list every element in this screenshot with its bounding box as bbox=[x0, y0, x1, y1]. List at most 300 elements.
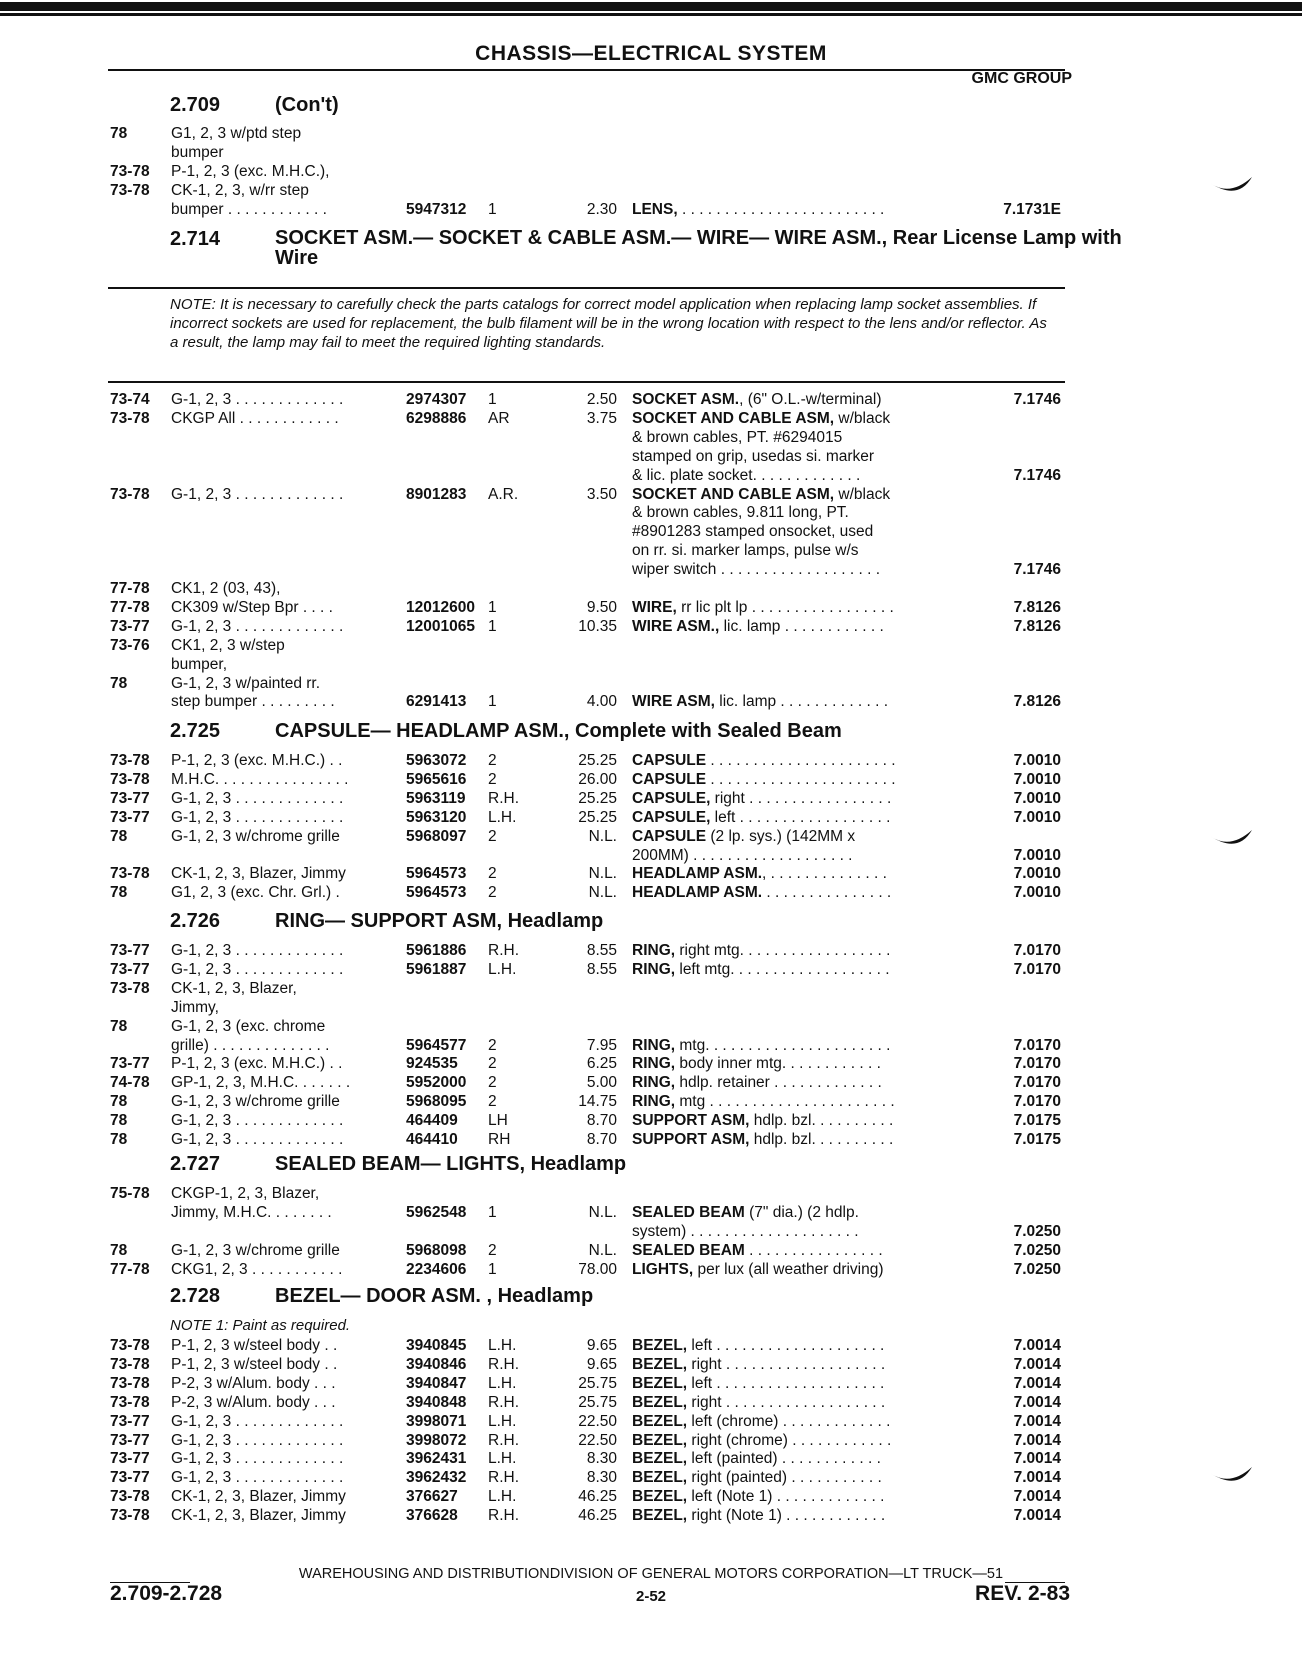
description-detail: . . . . . . . . . . . . . . . . . . . . . . bbox=[706, 752, 896, 769]
model-year: 73-78 bbox=[110, 485, 150, 503]
description-detail: mtg . . . . . . . . . . . . . . . . . . . . . . bbox=[675, 1093, 895, 1111]
application: G-1, 2, 3 (exc. chrome bbox=[171, 1017, 326, 1035]
part-number: 3998071 bbox=[406, 1412, 467, 1430]
description-detail: wiper switch . . . . . . . . . . . . . . . . . . . bbox=[632, 561, 881, 579]
description-name: CAPSULE bbox=[632, 770, 707, 788]
description-detail: 200MM) . . . . . . . . . . . . . . . . . . . bbox=[632, 846, 853, 864]
application: CK1, 2, 3 w/step bbox=[171, 636, 285, 654]
description-detail: hdlp. bzl. . . . . . . . . . bbox=[749, 1131, 894, 1148]
description-detail: . . . . . . . . . . . . . . . . . . . . . . . . bbox=[677, 200, 885, 218]
quantity: 1 bbox=[488, 617, 497, 635]
application: GP-1, 2, 3, M.H.C. . . . . . . bbox=[171, 1074, 351, 1092]
quantity: 2 bbox=[488, 827, 497, 845]
description-detail: left (Note 1) . . . . . . . . . . . . . bbox=[687, 1488, 885, 1506]
application: CKGP-1, 2, 3, Blazer, bbox=[171, 1185, 320, 1202]
model-year: 73-78 bbox=[110, 409, 150, 427]
model-year: 73-77 bbox=[110, 808, 150, 826]
quantity: R.H. bbox=[488, 1507, 519, 1525]
part-number: 3940846 bbox=[406, 1355, 467, 1373]
model-year: 73-77 bbox=[110, 1055, 150, 1073]
description bbox=[632, 1036, 950, 1055]
description-name: SEALED BEAM bbox=[632, 1203, 745, 1221]
model-year: 73-78 bbox=[110, 1337, 150, 1354]
description bbox=[632, 751, 950, 770]
model-year: 73-76 bbox=[110, 636, 150, 654]
group-code: 7.0010 bbox=[1013, 865, 1061, 883]
description-name: RING, bbox=[632, 1074, 676, 1092]
part-number: 2234606 bbox=[406, 1260, 467, 1278]
price: N.L. bbox=[588, 827, 617, 845]
price: 8.55 bbox=[586, 942, 617, 959]
application: G-1, 2, 3 . . . . . . . . . . . . . bbox=[171, 1131, 344, 1148]
description bbox=[632, 1506, 950, 1525]
group-code: 7.8126 bbox=[1013, 693, 1061, 711]
description-name: BEZEL, bbox=[632, 1488, 688, 1506]
quantity: 2 bbox=[488, 865, 497, 883]
description-detail: . . . . . . . . . . . . . . . . bbox=[744, 1241, 883, 1259]
application: G-1, 2, 3 w/chrome grille bbox=[171, 1093, 340, 1111]
application: P-1, 2, 3 (exc. M.H.C.) . . bbox=[171, 1055, 343, 1073]
group-code: 7.0014 bbox=[1013, 1431, 1061, 1449]
description-name: SUPPORT ASM, bbox=[632, 1112, 750, 1130]
group-label: GMC GROUP bbox=[971, 70, 1072, 87]
price: N.L. bbox=[588, 1203, 617, 1221]
model-year: 77-78 bbox=[110, 1260, 150, 1278]
model-year: 78 bbox=[110, 125, 128, 142]
quantity: 2 bbox=[488, 1036, 497, 1054]
quantity: 1 bbox=[488, 1203, 497, 1221]
part-number: 5968097 bbox=[406, 827, 467, 845]
description bbox=[632, 883, 950, 902]
application: CKG1, 2, 3 . . . . . . . . . . . bbox=[171, 1260, 343, 1278]
model-year: 73-77 bbox=[110, 1431, 150, 1449]
description bbox=[632, 447, 950, 466]
description-name: BEZEL, bbox=[632, 1469, 688, 1487]
group-code: 7.0014 bbox=[1013, 1469, 1061, 1487]
model-year: 73-78 bbox=[110, 1488, 150, 1506]
application: grille) . . . . . . . . . . . . . . bbox=[171, 1036, 330, 1054]
part-number: 924535 bbox=[406, 1055, 458, 1073]
group-code: 7.0014 bbox=[1013, 1337, 1061, 1354]
description bbox=[632, 466, 950, 485]
description-name: LIGHTS, bbox=[632, 1260, 694, 1278]
group-code: 7.8126 bbox=[1013, 598, 1061, 616]
description-name: BEZEL, bbox=[632, 1355, 688, 1373]
group-code: 7.0170 bbox=[1013, 960, 1061, 978]
group-code: 7.1746 bbox=[1013, 466, 1061, 484]
price: 6.25 bbox=[586, 1055, 617, 1073]
application: Jimmy, bbox=[171, 998, 219, 1016]
model-year: 73-74 bbox=[110, 391, 150, 408]
description-name: SEALED BEAM bbox=[632, 1241, 745, 1259]
group-code: 7.0010 bbox=[1013, 808, 1061, 826]
application: G-1, 2, 3 . . . . . . . . . . . . . bbox=[171, 789, 344, 807]
quantity: R.H. bbox=[488, 1431, 519, 1449]
description-name: SOCKET AND CABLE ASM, bbox=[632, 485, 835, 503]
part-number: 12001065 bbox=[406, 617, 475, 635]
section-2709-heading bbox=[170, 94, 339, 117]
description bbox=[632, 789, 950, 808]
description-detail: . . . . . . . . . . . . . . . bbox=[762, 884, 892, 902]
description-name: RING, bbox=[632, 960, 676, 978]
price: 4.00 bbox=[586, 693, 617, 711]
section-number: 2.728 bbox=[170, 1285, 221, 1307]
quantity: 1 bbox=[488, 598, 497, 616]
price: N.L. bbox=[588, 1241, 617, 1259]
description-detail: left mtg. . . . . . . . . . . . . . . . . . . bbox=[675, 960, 890, 978]
description bbox=[632, 598, 950, 617]
quantity: RH bbox=[488, 1131, 511, 1148]
description-name: CAPSULE, bbox=[632, 808, 711, 826]
section-title: RING— SUPPORT ASM, Headlamp bbox=[275, 910, 604, 932]
description bbox=[632, 1260, 950, 1279]
group-code: 7.0014 bbox=[1013, 1374, 1061, 1392]
page-title: CHASSIS—ELECTRICAL SYSTEM bbox=[475, 42, 827, 65]
description bbox=[632, 503, 950, 522]
description-detail: (7" dia.) (2 hdlp. bbox=[744, 1203, 859, 1221]
section-title: CAPSULE— HEADLAMP ASM., Complete with Sealed Beam bbox=[275, 720, 842, 742]
description bbox=[632, 428, 950, 447]
description-detail: left . . . . . . . . . . . . . . . . . . . . bbox=[687, 1337, 885, 1354]
description-detail: right (Note 1) . . . . . . . . . . . . bbox=[687, 1507, 886, 1525]
group-code: 7.0175 bbox=[1013, 1112, 1061, 1130]
model-year: 73-78 bbox=[110, 979, 150, 997]
description-name: CAPSULE, bbox=[632, 789, 711, 807]
price: 25.75 bbox=[578, 1374, 617, 1392]
description-name: SOCKET AND CABLE ASM, bbox=[632, 409, 835, 427]
application: G-1, 2, 3 . . . . . . . . . . . . . bbox=[171, 485, 344, 503]
model-year: 73-78 bbox=[110, 865, 150, 883]
section-2714-heading bbox=[170, 228, 1125, 268]
description bbox=[632, 522, 950, 541]
note-top-rule bbox=[108, 287, 1065, 289]
section-number: 2.727 bbox=[170, 1153, 221, 1175]
quantity: 1 bbox=[488, 200, 497, 218]
application: step bumper . . . . . . . . . bbox=[171, 693, 335, 711]
group-code: 7.0014 bbox=[1013, 1450, 1061, 1468]
model-year: 78 bbox=[110, 674, 128, 692]
price: 25.25 bbox=[578, 808, 617, 826]
description bbox=[632, 1054, 950, 1073]
description-detail: & brown cables, 9.811 long, PT. bbox=[632, 504, 849, 522]
group-code: 7.1731E bbox=[1003, 200, 1061, 218]
quantity: R.H. bbox=[488, 942, 519, 959]
description bbox=[632, 1241, 950, 1260]
description-detail: right . . . . . . . . . . . . . . . . . bbox=[710, 789, 892, 807]
application: Jimmy, M.H.C. . . . . . . . bbox=[171, 1203, 332, 1221]
model-year: 73-78 bbox=[110, 752, 150, 769]
model-year: 73-78 bbox=[110, 770, 150, 788]
description-detail: system) . . . . . . . . . . . . . . . . . . . . bbox=[632, 1222, 859, 1240]
model-year: 77-78 bbox=[110, 598, 150, 616]
section-number: 2.725 bbox=[170, 720, 221, 742]
top-border bbox=[0, 2, 1302, 18]
description-name: BEZEL, bbox=[632, 1507, 688, 1525]
description-detail: right (chrome) . . . . . . . . . . . . bbox=[687, 1431, 892, 1449]
description bbox=[632, 827, 950, 846]
application: P-1, 2, 3 (exc. M.H.C.), bbox=[171, 162, 330, 180]
application: CKGP All . . . . . . . . . . . . bbox=[171, 409, 339, 427]
quantity: R.H. bbox=[488, 789, 519, 807]
quantity: L.H. bbox=[488, 1374, 517, 1392]
section-2726-heading bbox=[170, 910, 603, 933]
application: bumper . . . . . . . . . . . . bbox=[171, 200, 327, 218]
description bbox=[632, 1111, 950, 1130]
price: 2.30 bbox=[586, 200, 617, 218]
group-code: 7.0010 bbox=[1013, 846, 1061, 864]
part-number: 376628 bbox=[406, 1507, 458, 1525]
description-detail: right . . . . . . . . . . . . . . . . . . . bbox=[687, 1355, 886, 1373]
description bbox=[632, 1374, 950, 1393]
group-code: 7.1746 bbox=[1013, 561, 1061, 579]
part-number: 5952000 bbox=[406, 1074, 467, 1092]
application: CK-1, 2, 3, Blazer, Jimmy bbox=[171, 1507, 346, 1525]
price: 7.95 bbox=[586, 1036, 617, 1054]
part-number: 5963120 bbox=[406, 808, 467, 826]
quantity: 2 bbox=[488, 884, 497, 902]
description-detail: body inner mtg. . . . . . . . . . . . bbox=[675, 1055, 881, 1073]
description-detail: left . . . . . . . . . . . . . . . . . . bbox=[710, 808, 891, 826]
note-text: NOTE: It is necessary to carefully check the parts catalogs for correct model application when replacing lamp socket assemblies. If incorrect sockets are used for replacement, the bulb filament will be in the wrong location with respect to the lens and/or reflector. As a result, the lamp may fail to meet the required lighting standards. bbox=[170, 296, 1047, 351]
group-code: 7.0010 bbox=[1013, 752, 1061, 769]
model-year: 74-78 bbox=[110, 1074, 150, 1092]
quantity: AR bbox=[488, 409, 510, 427]
quantity: R.H. bbox=[488, 1469, 519, 1487]
quantity: L.H. bbox=[488, 1412, 517, 1430]
section-title: (Con't) bbox=[275, 94, 339, 116]
application: G-1, 2, 3 . . . . . . . . . . . . . bbox=[171, 808, 344, 826]
description bbox=[632, 200, 950, 219]
group-code: 7.0250 bbox=[1013, 1222, 1061, 1240]
group-code: 7.0014 bbox=[1013, 1412, 1061, 1430]
model-year: 78 bbox=[110, 1017, 128, 1035]
description bbox=[632, 692, 950, 711]
model-year: 73-77 bbox=[110, 1412, 150, 1430]
description bbox=[632, 1355, 950, 1374]
section-title: SOCKET ASM.— SOCKET & CABLE ASM.— WIRE— WIRE ASM., Rear License Lamp with Wire bbox=[275, 227, 1122, 269]
model-year: 73-78 bbox=[110, 1374, 150, 1392]
description-detail: mtg. . . . . . . . . . . . . . . . . . . . . . bbox=[675, 1036, 891, 1054]
description bbox=[632, 808, 950, 827]
description bbox=[632, 1336, 950, 1355]
description bbox=[632, 1073, 950, 1092]
part-number: 5963072 bbox=[406, 752, 467, 769]
model-year: 73-77 bbox=[110, 789, 150, 807]
price: 78.00 bbox=[578, 1260, 617, 1278]
group-code: 7.0170 bbox=[1013, 1093, 1061, 1111]
description bbox=[632, 390, 950, 409]
application: G-1, 2, 3 . . . . . . . . . . . . . bbox=[171, 1431, 344, 1449]
part-number: 376627 bbox=[406, 1488, 458, 1506]
application: CK309 w/Step Bpr . . . . bbox=[171, 598, 333, 616]
description bbox=[632, 560, 950, 579]
quantity: LH bbox=[488, 1112, 508, 1130]
note-1-text: NOTE 1: Paint as required. bbox=[170, 1317, 351, 1334]
description-detail: . . . . . . . . . . . . . . . . . . . . . . bbox=[706, 770, 896, 788]
description-name: RING, bbox=[632, 1093, 676, 1111]
price: 2.50 bbox=[586, 391, 617, 408]
footer-division: WAREHOUSING AND DISTRIBUTIONDIVISION OF GENERAL MOTORS CORPORATION—LT TRUCK—51 bbox=[298, 1566, 1004, 1582]
model-year: 78 bbox=[110, 1112, 128, 1130]
part-number: 3962432 bbox=[406, 1469, 467, 1487]
price: 8.55 bbox=[586, 960, 617, 978]
description bbox=[632, 1130, 950, 1149]
description bbox=[632, 1393, 950, 1412]
part-number: 2974307 bbox=[406, 391, 467, 408]
description-name: BEZEL, bbox=[632, 1393, 688, 1411]
part-number: 5947312 bbox=[406, 200, 467, 218]
part-number: 12012600 bbox=[406, 598, 475, 616]
model-year: 73-78 bbox=[110, 181, 150, 199]
part-number: 5961886 bbox=[406, 942, 467, 959]
price: 8.30 bbox=[586, 1450, 617, 1468]
group-code: 7.0014 bbox=[1013, 1393, 1061, 1411]
part-number: 6298886 bbox=[406, 409, 467, 427]
part-number: 3940847 bbox=[406, 1374, 467, 1392]
description-detail: & brown cables, PT. #6294015 bbox=[632, 428, 843, 446]
description-name: CAPSULE bbox=[632, 827, 707, 845]
price: 3.75 bbox=[586, 409, 617, 427]
model-year: 78 bbox=[110, 884, 128, 902]
application: CK-1, 2, 3, Blazer, bbox=[171, 979, 297, 997]
quantity: 2 bbox=[488, 752, 497, 769]
model-year: 78 bbox=[110, 1241, 128, 1259]
description bbox=[632, 1431, 950, 1450]
quantity: R.H. bbox=[488, 1355, 519, 1373]
description-detail: , . . . . . . . . . . . . . . bbox=[762, 865, 887, 883]
note-bottom-rule bbox=[108, 381, 1065, 383]
application: G-1, 2, 3 . . . . . . . . . . . . . bbox=[171, 1469, 344, 1487]
model-year: 73-78 bbox=[110, 1355, 150, 1373]
price: 22.50 bbox=[578, 1431, 617, 1449]
price: 14.75 bbox=[578, 1093, 617, 1111]
price: 5.00 bbox=[586, 1074, 617, 1092]
application: G-1, 2, 3 . . . . . . . . . . . . . bbox=[171, 1450, 344, 1468]
description-detail: left . . . . . . . . . . . . . . . . . . . . bbox=[687, 1374, 885, 1392]
quantity: 2 bbox=[488, 770, 497, 788]
description-name: BEZEL, bbox=[632, 1412, 688, 1430]
description bbox=[632, 1487, 950, 1506]
model-year: 73-78 bbox=[110, 1507, 150, 1525]
description bbox=[632, 770, 950, 789]
part-number: 3998072 bbox=[406, 1431, 467, 1449]
group-code: 7.0250 bbox=[1013, 1241, 1061, 1259]
part-number: 464410 bbox=[406, 1131, 458, 1148]
description bbox=[632, 1412, 950, 1431]
description-name: BEZEL, bbox=[632, 1374, 688, 1392]
model-year: 73-77 bbox=[110, 1450, 150, 1468]
application: CK1, 2 (03, 43), bbox=[171, 580, 281, 597]
group-code: 7.8126 bbox=[1013, 617, 1061, 635]
description bbox=[632, 941, 950, 960]
section-2727-heading bbox=[170, 1153, 626, 1176]
model-year: 73-77 bbox=[110, 942, 150, 959]
application: G-1, 2, 3 . . . . . . . . . . . . . bbox=[171, 391, 344, 408]
group-code: 7.0014 bbox=[1013, 1488, 1061, 1506]
part-number: 6291413 bbox=[406, 693, 467, 711]
quantity: A.R. bbox=[488, 485, 519, 503]
description-detail: , (6" O.L.-w/terminal) bbox=[739, 391, 882, 408]
application: CK-1, 2, 3, w/rr step bbox=[171, 181, 309, 199]
description-name: BEZEL, bbox=[632, 1450, 688, 1468]
part-number: 5964577 bbox=[406, 1036, 467, 1054]
quantity: L.H. bbox=[488, 1488, 517, 1506]
application: P-1, 2, 3 (exc. M.H.C.) . . bbox=[171, 752, 343, 769]
description bbox=[632, 1449, 950, 1468]
section-number: 2.714 bbox=[170, 228, 221, 250]
model-year: 75-78 bbox=[110, 1185, 150, 1202]
part-number: 5962548 bbox=[406, 1203, 467, 1221]
application: P-1, 2, 3 w/steel body . . bbox=[171, 1337, 338, 1354]
part-number: 5968095 bbox=[406, 1093, 467, 1111]
footer-revision: REV. 2-83 bbox=[975, 1582, 1070, 1605]
description-detail: hdlp. retainer . . . . . . . . . . . . . bbox=[675, 1074, 882, 1092]
description bbox=[632, 864, 950, 883]
group-code: 7.0014 bbox=[1013, 1355, 1061, 1373]
quantity: L.H. bbox=[488, 960, 517, 978]
group-code: 7.0250 bbox=[1013, 1260, 1061, 1278]
description-detail: (2 lp. sys.) (142MM x bbox=[706, 827, 856, 845]
section-number: 2.709 bbox=[170, 94, 221, 116]
description-name: BEZEL, bbox=[632, 1431, 688, 1449]
price: 10.35 bbox=[578, 617, 617, 635]
description-detail: right . . . . . . . . . . . . . . . . . . . bbox=[687, 1393, 886, 1411]
part-number: 3940845 bbox=[406, 1337, 467, 1354]
part-number: 5961887 bbox=[406, 960, 467, 978]
part-number: 5965616 bbox=[406, 770, 467, 788]
group-code: 7.0014 bbox=[1013, 1507, 1061, 1525]
description-name: LENS, bbox=[632, 200, 678, 218]
quantity: R.H. bbox=[488, 1393, 519, 1411]
section-number: 2.726 bbox=[170, 910, 221, 932]
application: P-1, 2, 3 w/steel body . . bbox=[171, 1355, 338, 1373]
description-detail: left (chrome) . . . . . . . . . . . . . bbox=[687, 1412, 891, 1430]
section-2728-heading bbox=[170, 1285, 593, 1308]
price: 25.25 bbox=[578, 752, 617, 769]
description-detail: lic. lamp . . . . . . . . . . . . . bbox=[714, 693, 889, 711]
description-name: HEADLAMP ASM. bbox=[632, 865, 763, 883]
binder-mark-top bbox=[1208, 175, 1254, 199]
part-number: 5968098 bbox=[406, 1241, 467, 1259]
model-year: 73-77 bbox=[110, 1469, 150, 1487]
description-name: RING, bbox=[632, 942, 676, 959]
section-title: SEALED BEAM— LIGHTS, Headlamp bbox=[275, 1153, 627, 1175]
price: N.L. bbox=[588, 884, 617, 902]
model-year: 73-77 bbox=[110, 617, 150, 635]
application: CK-1, 2, 3, Blazer, Jimmy bbox=[171, 865, 346, 883]
application: bumper, bbox=[171, 655, 228, 673]
description-name: WIRE ASM., bbox=[632, 617, 720, 635]
price: 46.25 bbox=[578, 1488, 617, 1506]
quantity: 1 bbox=[488, 1260, 497, 1278]
footer-range: 2.709-2.728 bbox=[110, 1582, 223, 1605]
description bbox=[632, 960, 950, 979]
description bbox=[632, 1203, 950, 1222]
description bbox=[632, 409, 950, 428]
description bbox=[632, 846, 950, 865]
price: 9.65 bbox=[586, 1355, 617, 1373]
price: N.L. bbox=[588, 865, 617, 883]
application: G-1, 2, 3 w/chrome grille bbox=[171, 827, 340, 845]
description-detail: w/black bbox=[834, 485, 891, 503]
description bbox=[632, 485, 950, 504]
description-name: WIRE, bbox=[632, 598, 677, 616]
description-name: BEZEL, bbox=[632, 1337, 688, 1354]
model-year: 73-77 bbox=[110, 960, 150, 978]
model-year: 78 bbox=[110, 1093, 128, 1111]
model-year: 78 bbox=[110, 827, 128, 845]
price: 8.70 bbox=[586, 1131, 617, 1148]
